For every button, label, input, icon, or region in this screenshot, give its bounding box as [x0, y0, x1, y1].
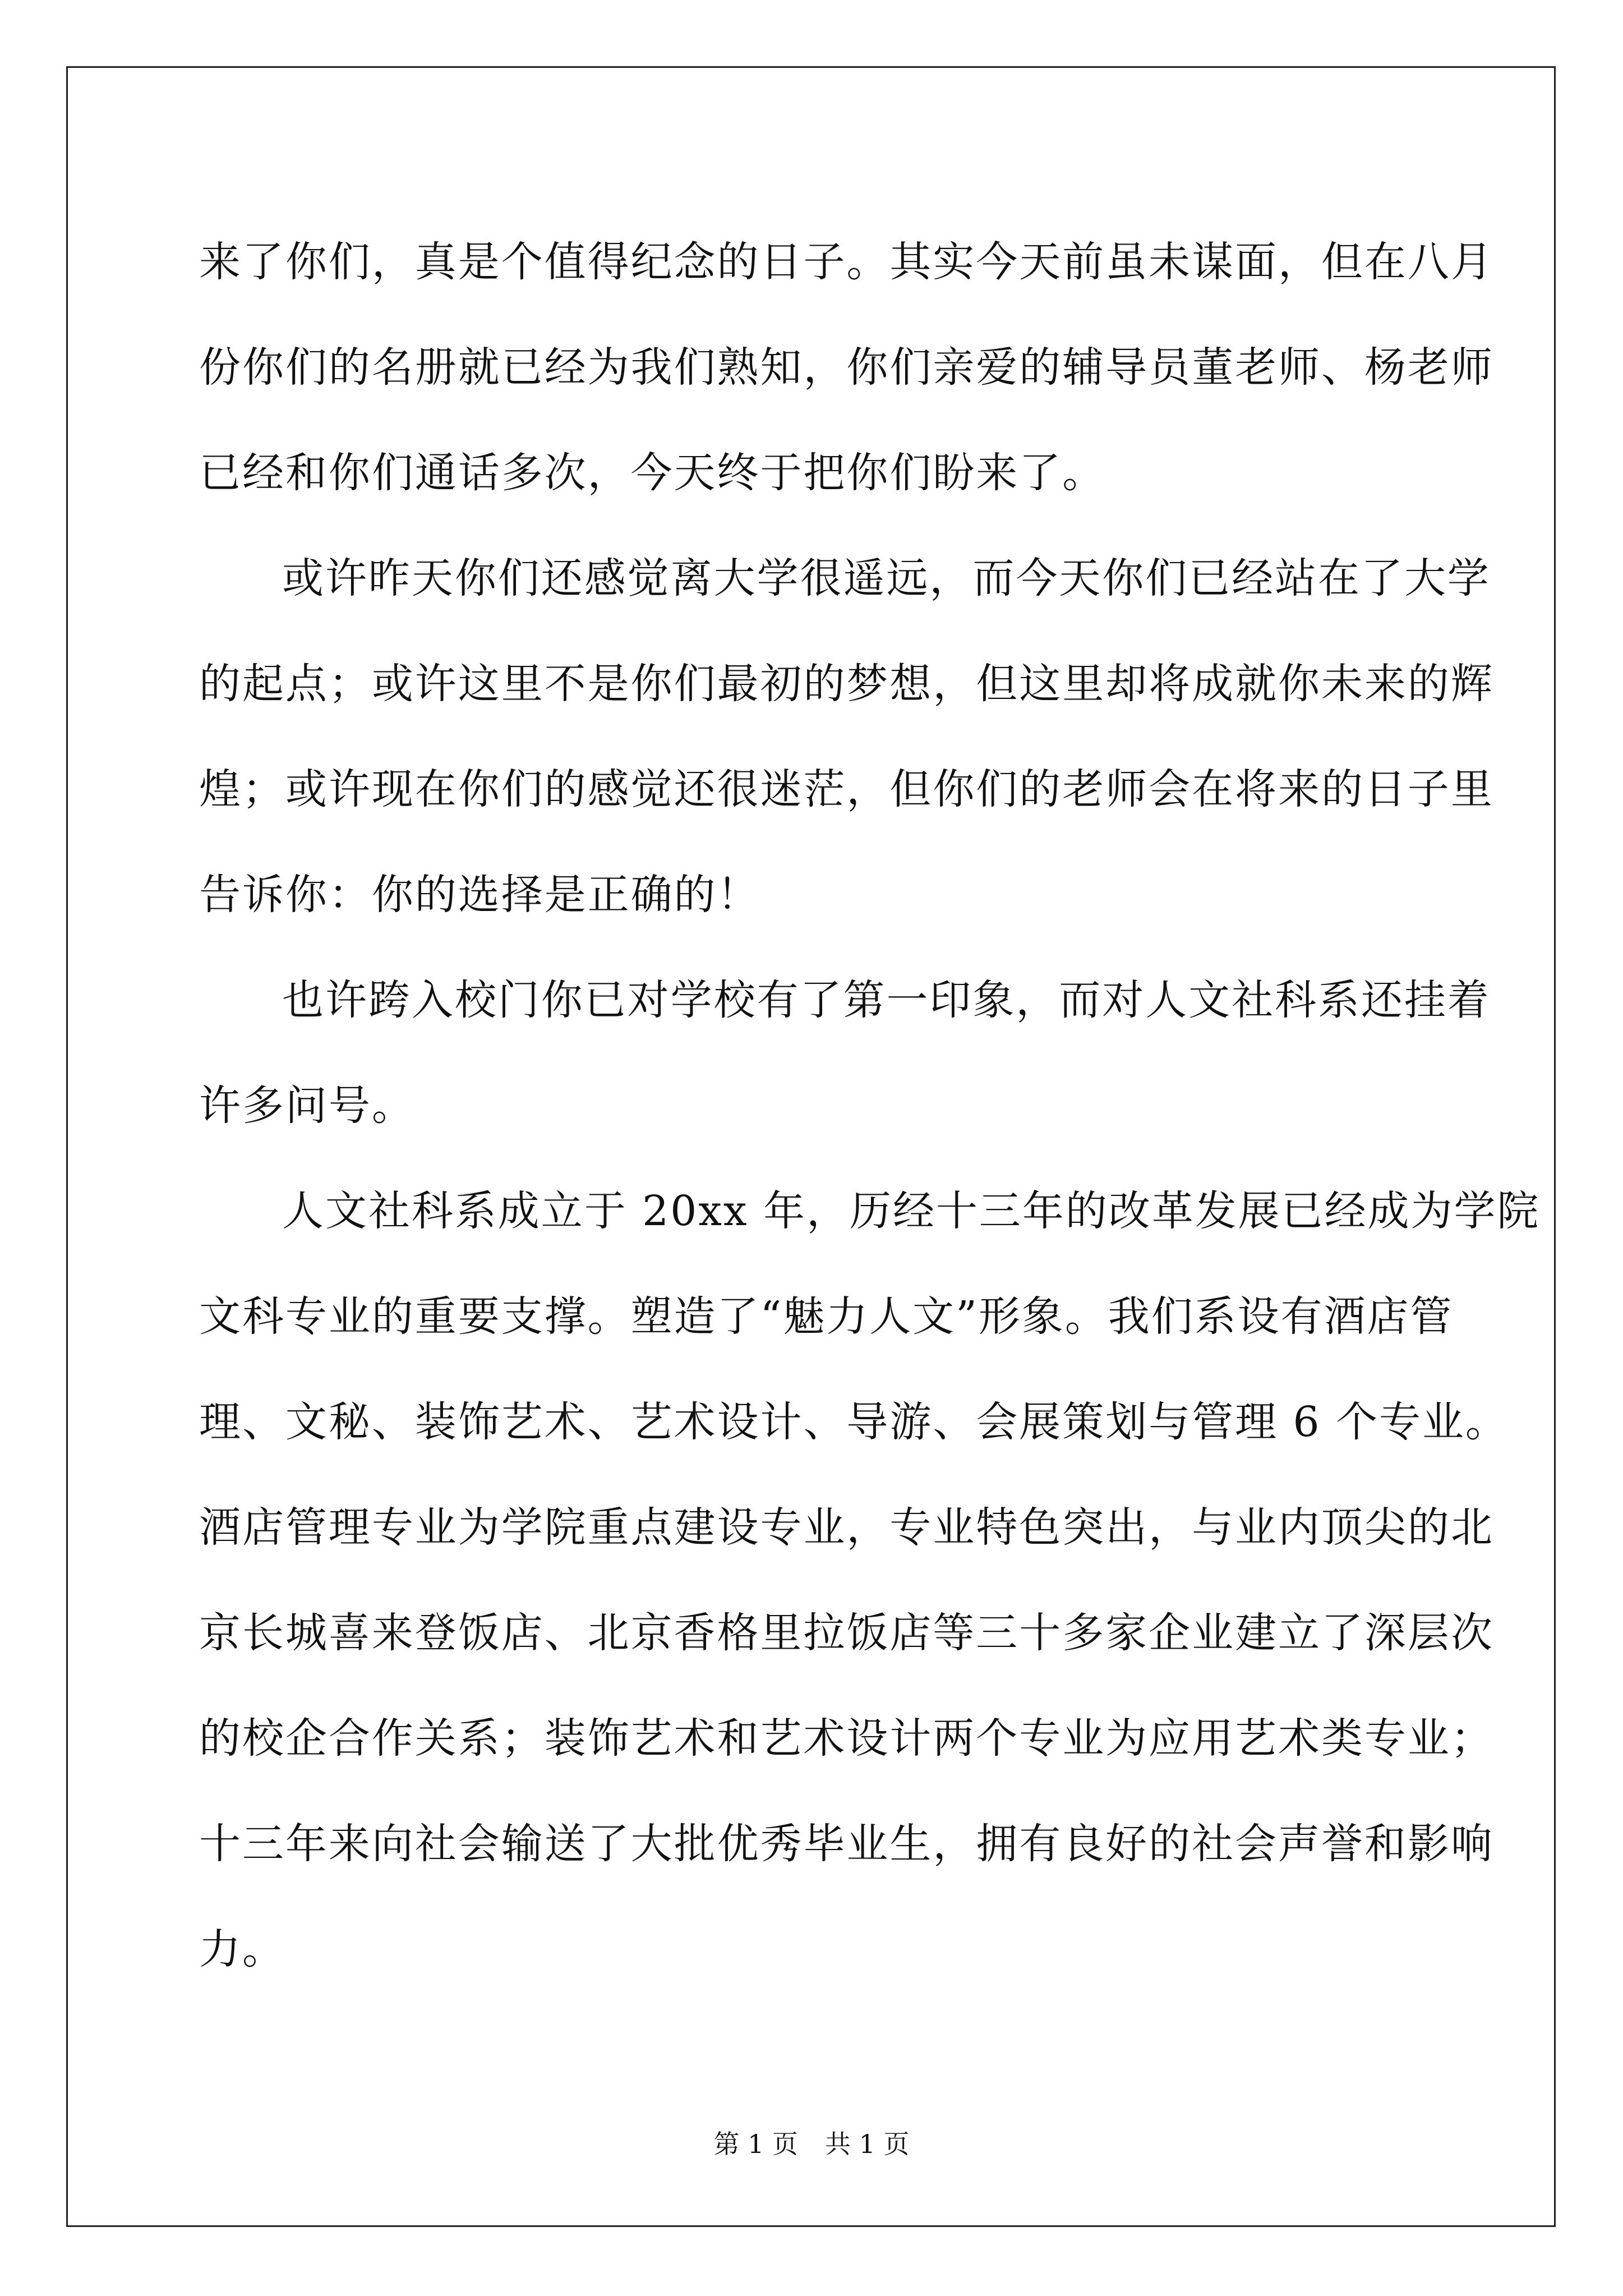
document-body	[199, 209, 1541, 2002]
text-line: 人文社科系成立于 20xx 年，历经十三年的改革发展已经成为学院	[282, 1187, 1541, 1235]
page-number: 第 1 页	[713, 2129, 798, 2159]
text-line: 煌；或许现在你们的感觉还很迷茫，但你们的老师会在将来的日子里	[199, 765, 1494, 813]
text-line: 力。	[199, 1925, 285, 1973]
text-line: 或许昨天你们还感觉离大学很遥远，而今天你们已经站在了大学	[282, 554, 1491, 602]
page-footer	[0, 2127, 1623, 2161]
text-line: 的校企合作关系；装饰艺术和艺术设计两个专业为应用艺术类专业；	[199, 1714, 1494, 1763]
text-line: 十三年来向社会输送了大批优秀毕业生，拥有良好的社会声誉和影响	[199, 1820, 1494, 1868]
text-line: 告诉你：你的选择是正确的！	[199, 871, 760, 919]
text-line: 京长城喜来登饭店、北京香格里拉饭店等三十多家企业建立了深层次	[199, 1609, 1494, 1657]
text-line: 许多问号。	[199, 1082, 415, 1130]
text-line: 文科专业的重要支撑。塑造了“魅力人文”形象。我们系设有酒店管	[199, 1292, 1454, 1341]
page-total: 共 1 页	[825, 2129, 910, 2159]
text-line: 也许跨入校门你已对学校有了第一印象，而对人文社科系还挂着	[282, 976, 1491, 1024]
text-line: 理、文秘、装饰艺术、艺术设计、导游、会展策划与管理 6 个专业。	[199, 1398, 1509, 1446]
text-line: 已经和你们通话多次，今天终于把你们盼来了。	[199, 449, 1106, 497]
text-line: 来了你们，真是个值得纪念的日子。其实今天前虽未谋面，但在八月	[199, 238, 1494, 286]
text-line: 的起点；或许这里不是你们最初的梦想，但这里却将成就你未来的辉	[199, 660, 1494, 708]
text-line: 份你们的名册就已经为我们熟知，你们亲爱的辅导员董老师、杨老师	[199, 343, 1494, 392]
text-line: 酒店管理专业为学院重点建设专业，专业特色突出，与业内顶尖的北	[199, 1503, 1494, 1552]
